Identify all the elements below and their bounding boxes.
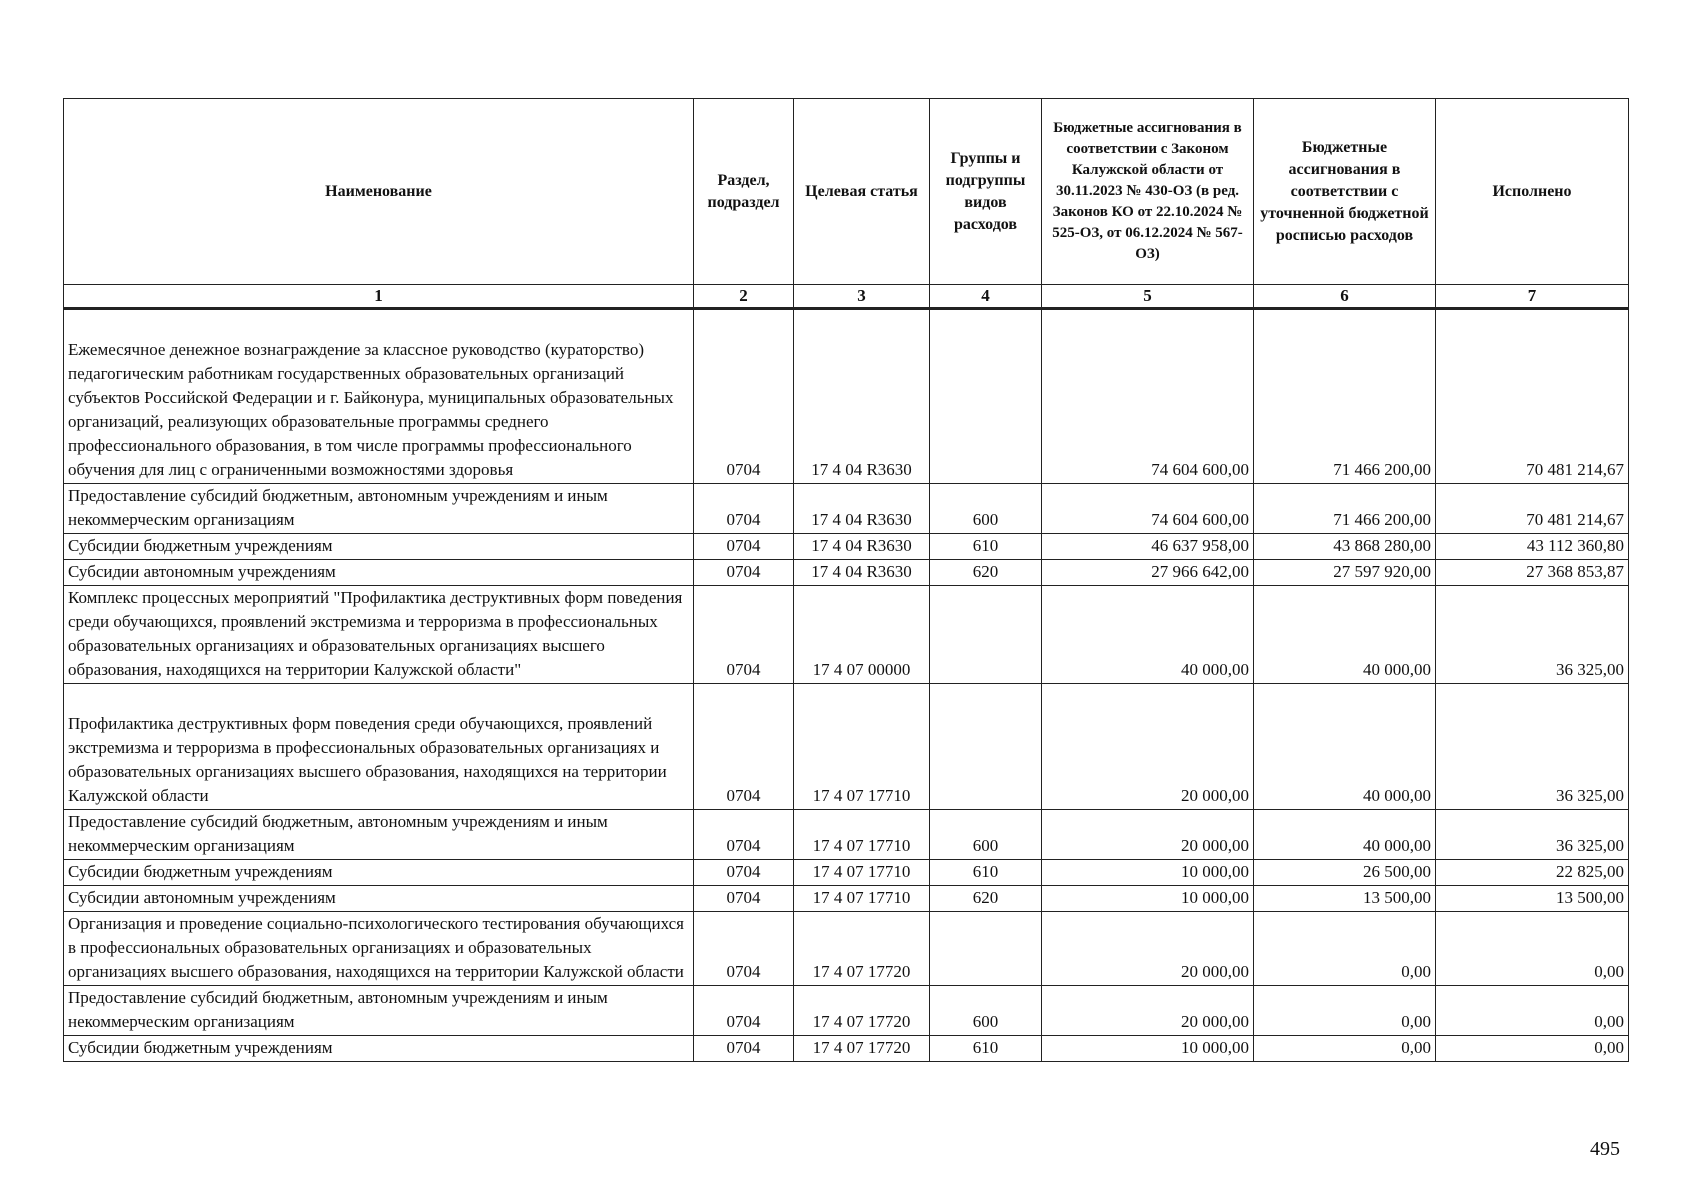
table-row: [64, 986, 1629, 1036]
row-executed-amount: 36 325,00: [1436, 586, 1629, 684]
budget-table: [63, 98, 1629, 1062]
row-group: [930, 586, 1042, 684]
row-name: Субсидии бюджетным учреждениям: [64, 534, 694, 560]
row-executed-amount: 0,00: [1436, 986, 1629, 1036]
row-refined-amount: 71 466 200,00: [1254, 484, 1436, 534]
row-article: 17 4 07 17720: [794, 986, 930, 1036]
row-executed-amount: 22 825,00: [1436, 860, 1629, 886]
row-group: 600: [930, 986, 1042, 1036]
table-row: [64, 586, 1629, 684]
row-name: Организация и проведение социально-психологического тестирования обучающихся в профессиональных образовательных организациях и образовательных организациях высшего образования, находящихся на территории Калужской области: [64, 912, 694, 986]
table-row: [64, 860, 1629, 886]
row-group: 600: [930, 484, 1042, 534]
row-executed-amount: 0,00: [1436, 912, 1629, 986]
row-refined-amount: 40 000,00: [1254, 684, 1436, 810]
row-law-amount: 74 604 600,00: [1042, 484, 1254, 534]
row-group: 610: [930, 1036, 1042, 1062]
row-executed-amount: 36 325,00: [1436, 810, 1629, 860]
row-law-amount: 40 000,00: [1042, 586, 1254, 684]
row-name: Субсидии бюджетным учреждениям: [64, 860, 694, 886]
row-executed-amount: 27 368 853,87: [1436, 560, 1629, 586]
column-number: 5: [1042, 285, 1254, 309]
row-article: 17 4 04 R3630: [794, 309, 930, 484]
row-refined-amount: 71 466 200,00: [1254, 309, 1436, 484]
row-name: Предоставление субсидий бюджетным, автономным учреждениям и иным некоммерческим организациям: [64, 810, 694, 860]
row-refined-amount: 27 597 920,00: [1254, 560, 1436, 586]
row-group: [930, 309, 1042, 484]
budget-sheet: [63, 98, 1628, 1062]
row-article: 17 4 04 R3630: [794, 484, 930, 534]
row-group: [930, 912, 1042, 986]
row-refined-amount: 26 500,00: [1254, 860, 1436, 886]
row-refined-amount: 40 000,00: [1254, 810, 1436, 860]
row-executed-amount: 70 481 214,67: [1436, 309, 1629, 484]
row-executed-amount: 70 481 214,67: [1436, 484, 1629, 534]
row-section: 0704: [694, 886, 794, 912]
header-groups: Группы и подгруппы видов расходов: [930, 99, 1042, 285]
row-name: Профилактика деструктивных форм поведения среди обучающихся, проявлений экстремизма и терроризма в профессиональных образовательных организациях и образовательных организациях высшего образования, находящихся на территории Калужской области: [64, 684, 694, 810]
row-law-amount: 27 966 642,00: [1042, 560, 1254, 586]
row-law-amount: 20 000,00: [1042, 684, 1254, 810]
row-refined-amount: 0,00: [1254, 1036, 1436, 1062]
row-section: 0704: [694, 684, 794, 810]
row-executed-amount: 0,00: [1436, 1036, 1629, 1062]
row-refined-amount: 40 000,00: [1254, 586, 1436, 684]
table-row: [64, 560, 1629, 586]
row-executed-amount: 36 325,00: [1436, 684, 1629, 810]
row-article: 17 4 07 17710: [794, 886, 930, 912]
row-section: 0704: [694, 309, 794, 484]
row-section: 0704: [694, 860, 794, 886]
row-law-amount: 20 000,00: [1042, 810, 1254, 860]
row-section: 0704: [694, 484, 794, 534]
row-refined-amount: 13 500,00: [1254, 886, 1436, 912]
header-law-allocations: Бюджетные ассигнования в соответствии с Законом Калужской области от 30.11.2023 № 430-ОЗ (в ред. Законов КО от 22.10.2024 № 525-ОЗ, от 06.12.2024 № 567-ОЗ): [1042, 99, 1254, 285]
row-group: 600: [930, 810, 1042, 860]
row-law-amount: 74 604 600,00: [1042, 309, 1254, 484]
row-article: 17 4 04 R3630: [794, 534, 930, 560]
table-row: [64, 810, 1629, 860]
header-executed: Исполнено: [1436, 99, 1629, 285]
row-law-amount: 10 000,00: [1042, 1036, 1254, 1062]
row-executed-amount: 13 500,00: [1436, 886, 1629, 912]
row-section: 0704: [694, 534, 794, 560]
row-executed-amount: 43 112 360,80: [1436, 534, 1629, 560]
column-number-row: [64, 285, 1629, 309]
table-body: [64, 309, 1629, 1062]
column-number: 2: [694, 285, 794, 309]
page-number: 495: [1590, 1138, 1620, 1160]
column-number: 1: [64, 285, 694, 309]
header-row: [64, 99, 1629, 285]
row-name: Субсидии автономным учреждениям: [64, 560, 694, 586]
row-name: Ежемесячное денежное вознаграждение за классное руководство (кураторство) педагогическим работникам государственных образовательных организаций субъектов Российской Федерации и г. Байконура, муниципальных образовательных организаций, реализующих образовательные программы среднего профессионального образования, в том числе программы профессионального обучения для лиц с ограниченными возможностями здоровья: [64, 309, 694, 484]
table-row: [64, 1036, 1629, 1062]
row-law-amount: 46 637 958,00: [1042, 534, 1254, 560]
row-group: 620: [930, 560, 1042, 586]
column-number: 3: [794, 285, 930, 309]
table-row: [64, 684, 1629, 810]
row-section: 0704: [694, 560, 794, 586]
header-section: Раздел, подраздел: [694, 99, 794, 285]
table-row: [64, 534, 1629, 560]
table-row: [64, 912, 1629, 986]
row-name: Субсидии бюджетным учреждениям: [64, 1036, 694, 1062]
column-number: 6: [1254, 285, 1436, 309]
row-section: 0704: [694, 810, 794, 860]
row-article: 17 4 04 R3630: [794, 560, 930, 586]
row-law-amount: 10 000,00: [1042, 860, 1254, 886]
row-name: Предоставление субсидий бюджетным, автономным учреждениям и иным некоммерческим организациям: [64, 484, 694, 534]
row-law-amount: 10 000,00: [1042, 886, 1254, 912]
row-section: 0704: [694, 912, 794, 986]
row-group: 620: [930, 886, 1042, 912]
row-group: 610: [930, 860, 1042, 886]
row-article: 17 4 07 17720: [794, 1036, 930, 1062]
row-section: 0704: [694, 1036, 794, 1062]
row-name: Субсидии автономным учреждениям: [64, 886, 694, 912]
row-group: 610: [930, 534, 1042, 560]
row-article: 17 4 07 17710: [794, 684, 930, 810]
header-refined-allocations: Бюджетные ассигнования в соответствии с уточненной бюджетной росписью расходов: [1254, 99, 1436, 285]
table-row: [64, 309, 1629, 484]
row-refined-amount: 43 868 280,00: [1254, 534, 1436, 560]
row-section: 0704: [694, 986, 794, 1036]
header-name: Наименование: [64, 99, 694, 285]
table-row: [64, 484, 1629, 534]
table-row: [64, 886, 1629, 912]
header-article: Целевая статья: [794, 99, 930, 285]
row-name: Комплекс процессных мероприятий "Профилактика деструктивных форм поведения среди обучающихся, проявлений экстремизма и терроризма в профессиональных образовательных организациях и образовательных организациях высшего образования, находящихся на территории Калужской области": [64, 586, 694, 684]
column-number: 7: [1436, 285, 1629, 309]
row-name: Предоставление субсидий бюджетным, автономным учреждениям и иным некоммерческим организациям: [64, 986, 694, 1036]
row-refined-amount: 0,00: [1254, 912, 1436, 986]
row-article: 17 4 07 17720: [794, 912, 930, 986]
row-law-amount: 20 000,00: [1042, 986, 1254, 1036]
row-article: 17 4 07 17710: [794, 860, 930, 886]
row-refined-amount: 0,00: [1254, 986, 1436, 1036]
row-group: [930, 684, 1042, 810]
column-number: 4: [930, 285, 1042, 309]
row-law-amount: 20 000,00: [1042, 912, 1254, 986]
row-article: 17 4 07 17710: [794, 810, 930, 860]
row-section: 0704: [694, 586, 794, 684]
row-article: 17 4 07 00000: [794, 586, 930, 684]
